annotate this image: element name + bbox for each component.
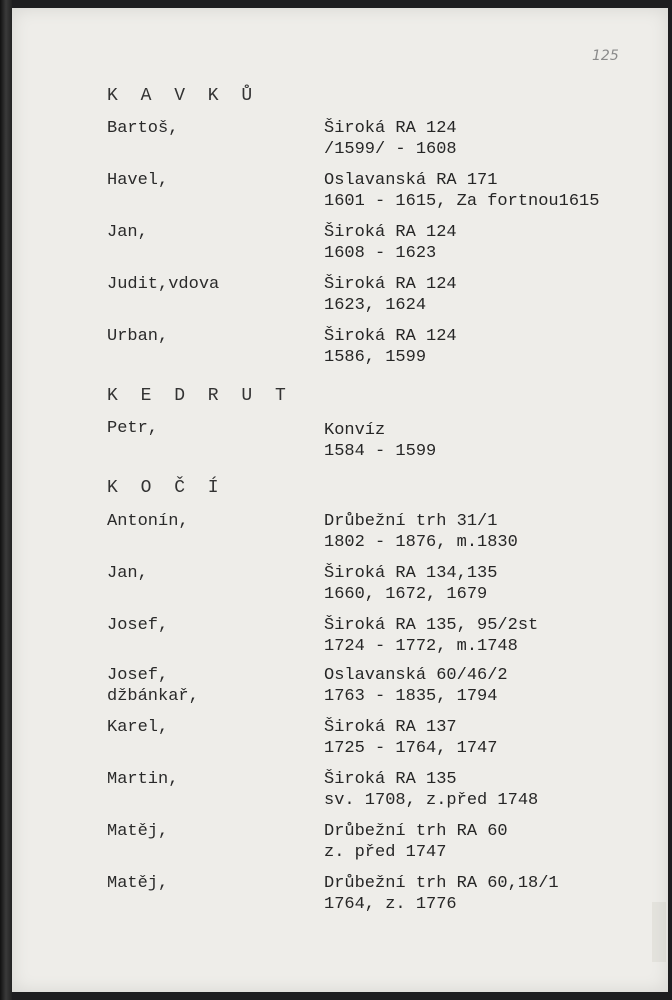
entry-name: Josef, džbánkař, bbox=[107, 666, 199, 706]
entry-record bbox=[324, 717, 497, 759]
entry-record bbox=[324, 118, 457, 160]
entry-address: Široká RA 137 bbox=[324, 718, 457, 737]
entry-dates: 1724 - 1772, m.1748 bbox=[324, 637, 518, 656]
entry-dates: 1601 - 1615, Za fortnou1615 bbox=[324, 192, 600, 211]
entry-record bbox=[324, 511, 518, 553]
entry-dates: sv. 1708, z.před 1748 bbox=[324, 791, 539, 810]
entry-address: Široká RA 124 bbox=[324, 223, 457, 242]
entry-address: Široká RA 124 bbox=[324, 119, 457, 138]
section-header-kavku: K A V K Ů bbox=[107, 86, 259, 106]
entry-address: Široká RA 135, 95/2st bbox=[324, 616, 539, 635]
entry-dates: 1764, z. 1776 bbox=[324, 895, 457, 914]
entry-address: Drůbežní trh 31/1 bbox=[324, 512, 498, 531]
list-item bbox=[107, 170, 672, 220]
entry-address: Oslavanská 60/46/2 bbox=[324, 666, 508, 685]
entry-name: Matěj, bbox=[107, 822, 169, 841]
entry-name: Jan, bbox=[107, 223, 148, 242]
entry-address: Drůbežní trh RA 60 bbox=[324, 822, 508, 841]
entry-dates: 1763 - 1835, 1794 bbox=[324, 687, 498, 706]
entry-record bbox=[324, 274, 457, 316]
list-item bbox=[107, 418, 672, 468]
entry-record bbox=[324, 563, 497, 605]
list-item bbox=[107, 222, 672, 272]
list-item bbox=[107, 118, 672, 168]
list-item bbox=[107, 511, 672, 561]
entry-address: Oslavanská RA 171 bbox=[324, 171, 498, 190]
entry-name: Josef, bbox=[107, 616, 169, 635]
entry-dates: 1586, 1599 bbox=[324, 348, 427, 367]
entry-record bbox=[324, 326, 457, 368]
entry-address: Drůbežní trh RA 60,18/1 bbox=[324, 874, 559, 893]
entry-address: Široká RA 135 bbox=[324, 770, 457, 789]
entry-name: Antonín, bbox=[107, 512, 189, 531]
entry-record bbox=[324, 222, 457, 264]
section-header-kedrut: K E D R U T bbox=[107, 386, 292, 406]
entry-record bbox=[324, 170, 599, 212]
entry-dates: 1802 - 1876, m.1830 bbox=[324, 533, 518, 552]
list-item bbox=[107, 873, 672, 923]
section-header-koci: K O Č Í bbox=[107, 478, 225, 498]
entry-record bbox=[324, 420, 436, 462]
entry-name: Bartoš, bbox=[107, 119, 179, 138]
entry-dates: 1660, 1672, 1679 bbox=[324, 585, 488, 604]
list-item bbox=[107, 563, 672, 613]
list-item bbox=[107, 615, 672, 665]
entry-name: Petr, bbox=[107, 419, 159, 438]
entry-record bbox=[324, 615, 538, 657]
entry-dates: 1623, 1624 bbox=[324, 296, 427, 315]
entry-name: Karel, bbox=[107, 718, 169, 737]
entry-name: Havel, bbox=[107, 171, 169, 190]
entry-dates: z. před 1747 bbox=[324, 843, 447, 862]
entry-address: Široká RA 124 bbox=[324, 275, 457, 294]
list-item bbox=[107, 274, 672, 324]
entry-dates: 1725 - 1764, 1747 bbox=[324, 739, 498, 758]
list-item bbox=[107, 665, 672, 715]
list-item bbox=[107, 717, 672, 767]
entry-name: Judit,vdova bbox=[107, 275, 220, 294]
binding-edge bbox=[0, 0, 12, 1000]
entry-dates: 1608 - 1623 bbox=[324, 244, 437, 263]
document-page bbox=[12, 8, 668, 992]
entry-record bbox=[324, 665, 508, 707]
entry-name: Urban, bbox=[107, 327, 169, 346]
list-item bbox=[107, 769, 672, 819]
entry-record bbox=[324, 769, 538, 811]
entry-name: Matěj, bbox=[107, 874, 169, 893]
entry-dates: /1599/ - 1608 bbox=[324, 140, 457, 159]
entry-record bbox=[324, 873, 559, 915]
entry-address: Konvíz bbox=[324, 421, 386, 440]
entry-record bbox=[324, 821, 508, 863]
page-number: 125 bbox=[592, 48, 619, 64]
list-item bbox=[107, 821, 672, 871]
entry-name: Jan, bbox=[107, 564, 148, 583]
list-item bbox=[107, 326, 672, 376]
entry-name: Martin, bbox=[107, 770, 179, 789]
entry-address: Široká RA 124 bbox=[324, 327, 457, 346]
entry-address: Široká RA 134,135 bbox=[324, 564, 498, 583]
entry-dates: 1584 - 1599 bbox=[324, 442, 437, 461]
